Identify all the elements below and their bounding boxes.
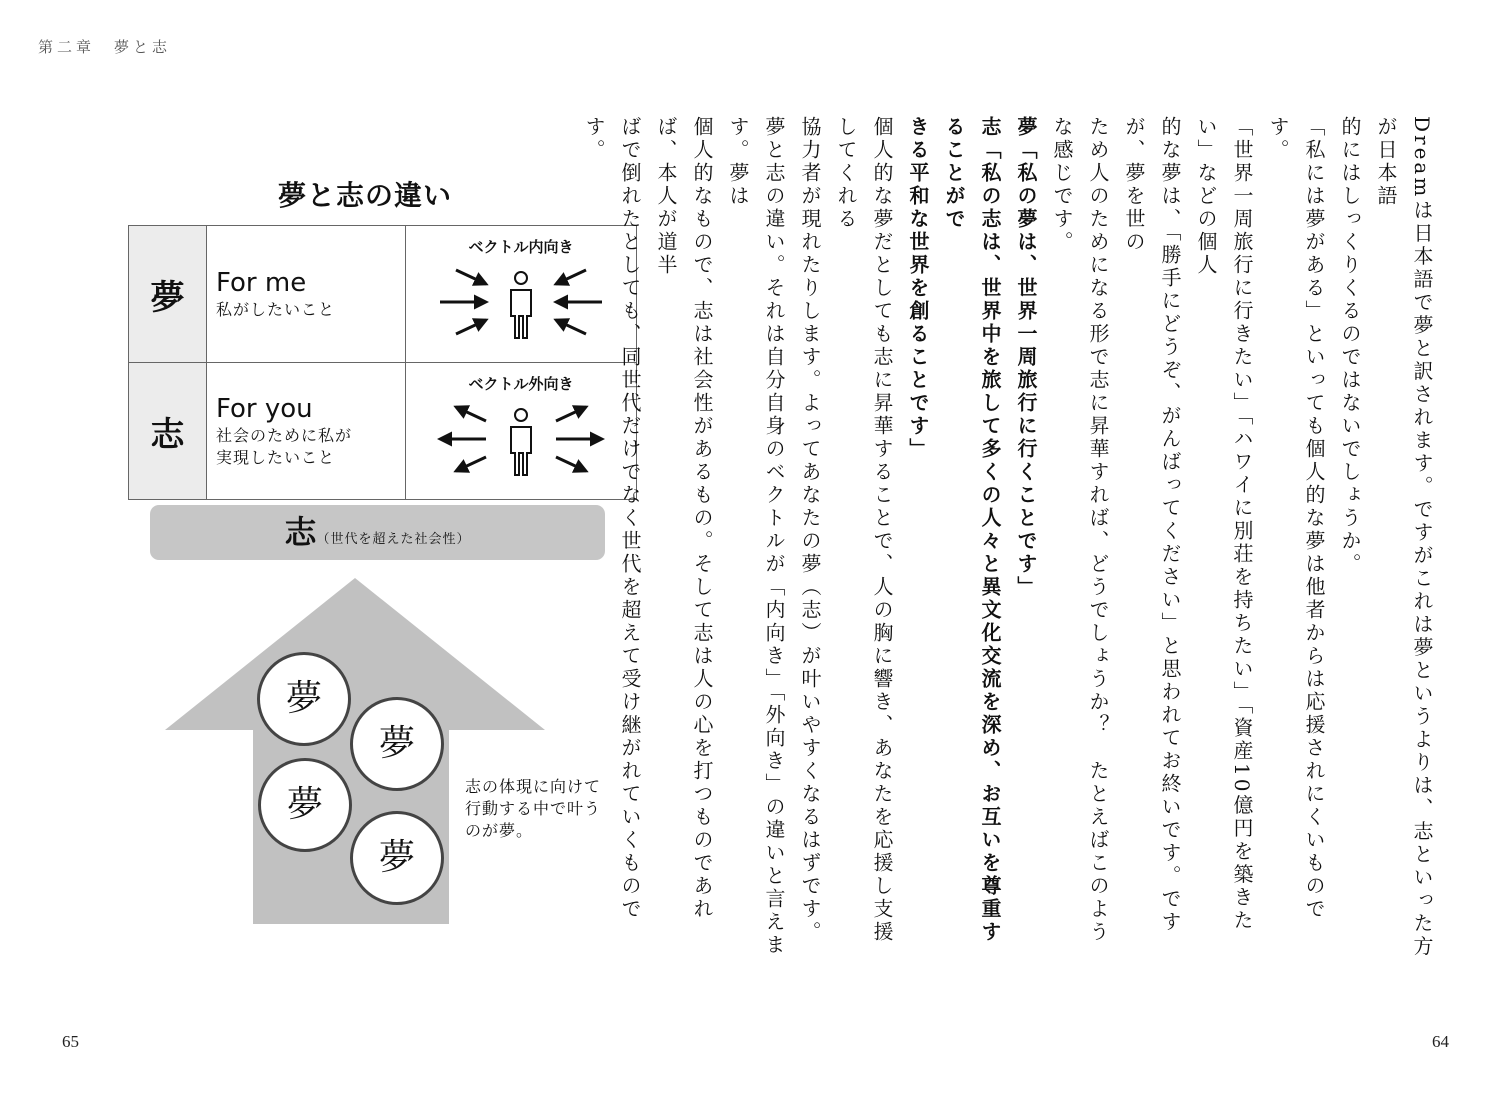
dream-circle: 夢 (350, 811, 444, 905)
dream-subtitle: 私がしたいこと (216, 300, 336, 319)
chapter-header: 第二章 夢と志 (38, 38, 172, 56)
banner-kanji: 志 (284, 513, 317, 551)
person-icon (511, 409, 531, 475)
note-line: 志の体現に向けて (465, 777, 602, 796)
person-icon (511, 272, 531, 338)
aspiration-kanji: 志 (129, 363, 207, 500)
dream-kanji: 夢 (129, 226, 207, 363)
page-number-left: 65 (62, 1032, 79, 1051)
dream-circle: 夢 (258, 758, 352, 852)
inward-vector-label: ベクトル内向き (468, 238, 574, 256)
text-column: 夢と志の違い。それは自分自身のベクトルが「内向き」「外向き」の違いと言えます。夢は (726, 116, 786, 957)
text-column-bold: 夢「私の夢は、世界一周旅行に行くことです」 (1014, 116, 1038, 599)
comparison-table (128, 225, 637, 500)
table-row (129, 226, 637, 363)
text-column: 的にはしっくりくるのではないでしょうか。 (1338, 116, 1362, 576)
text-column: 個人的なもので、志は社会性があるもの。そして志は人の心を打つものであれば、本人が道半 (654, 116, 714, 921)
dream-circle: 夢 (257, 652, 351, 746)
body-text (576, 116, 1440, 966)
text-column-bold: 志「私の志は、世界中を旅して多くの人々と異文化交流を深め、お互いを尊重することがで (942, 116, 1002, 944)
banner-caption: （世代を超えた社会性） (316, 532, 471, 547)
aspiration-subtitle-2: 実現したいこと (216, 448, 336, 467)
aspiration-banner (150, 505, 605, 560)
aspiration-subtitle-1: 社会のために私が (216, 426, 353, 445)
note-line: 行動する中で叶う (465, 799, 602, 818)
figure-title: 夢と志の違い (277, 179, 452, 212)
dream-title: For me (216, 268, 307, 298)
text-column: ばで倒れたとしても、同世代だけでなく世代を超えて受け継がれていくものです。 (582, 116, 642, 921)
aspiration-title: For you (216, 394, 313, 424)
text-column: 「私には夢がある」といっても個人的な夢は他者からは応援されにくいものです。 (1266, 116, 1326, 921)
text-column-bold: きる平和な世界を創ることです」 (906, 116, 930, 461)
text-column: 「世界一周旅行に行きたい」「ハワイに別荘を持ちたい」「資産10億円を築きたい」などの個人 (1194, 116, 1254, 933)
table-row (129, 363, 637, 500)
text-column: 個人的な夢だとしても志に昇華することで、人の胸に響き、あなたを応援し支援してくれる (834, 116, 894, 944)
text-column: 的な夢は、「勝手にどうぞ、がんばってください」と思われてお終いです。ですが、夢を世の (1122, 116, 1182, 934)
outward-vector-label: ベクトル外向き (468, 375, 574, 393)
note-line: のが夢。 (465, 821, 534, 840)
dream-circle: 夢 (350, 697, 444, 791)
text-column: ため人のためになる形で志に昇華すれば、どうでしょうか？ たとえばこのような感じです。 (1050, 116, 1110, 944)
dream-description (207, 226, 406, 363)
page-number-right: 64 (1432, 1032, 1449, 1051)
text-column: 協力者が現れたりします。よってあなたの夢（志）が叶いやすくなるはずです。 (798, 116, 822, 944)
text-column: Dreamは日本語で夢と訳されます。ですがこれは夢というよりは、志といった方が日本語 (1374, 116, 1434, 959)
aspiration-description (207, 363, 406, 500)
